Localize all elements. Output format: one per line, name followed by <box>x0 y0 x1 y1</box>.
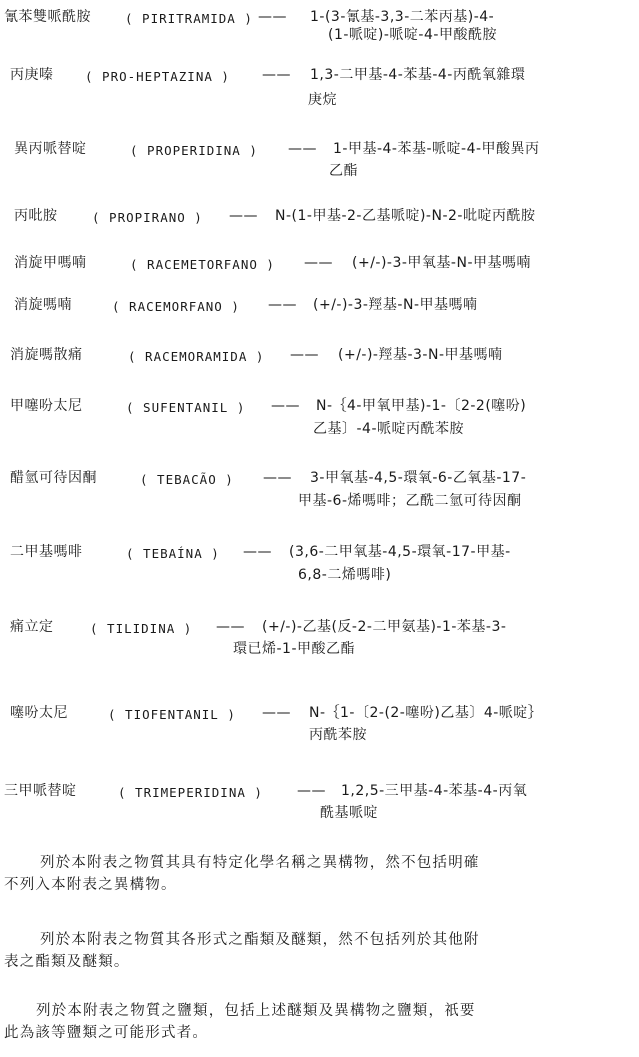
entry-dash: —— <box>262 705 291 721</box>
entry-dash: —— <box>262 67 291 83</box>
entry-latin-name: ( TEBACÃO ) <box>140 472 234 487</box>
entry-latin-name: ( SUFENTANIL ) <box>126 400 246 415</box>
entry-name: 消旋甲嗎喃 <box>14 255 87 271</box>
entry-description-cont: 甲基-6-烯嗎啡；乙酰二氫可待因酮 <box>298 493 522 509</box>
entry-dash: —— <box>258 9 287 25</box>
entry-latin-name: ( TILIDINA ) <box>90 621 193 636</box>
entry-description-cont: (1-哌啶)-哌啶-4-甲酸酰胺 <box>328 27 497 43</box>
entry-latin-name: ( PROPERIDINA ) <box>130 143 258 158</box>
entry-latin-name: ( TRIMEPERIDINA ) <box>118 785 263 800</box>
entry-latin-name: ( TEBAÍNA ) <box>126 546 220 561</box>
entry-description: (+/-)-羥基-3-N-甲基嗎喃 <box>338 347 503 363</box>
entry-name: 三甲哌替啶 <box>4 783 77 799</box>
entry-name: 甲噻吩太尼 <box>10 398 83 414</box>
entry-description-cont: 丙酰苯胺 <box>309 727 367 743</box>
entry-dash: —— <box>290 347 319 363</box>
entry-name: 異丙哌替啶 <box>14 141 87 157</box>
entry-name: 消旋嗎散痛 <box>10 347 83 363</box>
entry-dash: —— <box>216 619 245 635</box>
entry-name: 氰苯雙哌酰胺 <box>4 9 91 25</box>
entry-description: (+/-)-乙基(反-2-二甲氨基)-1-苯基-3- <box>262 619 507 635</box>
note-line: 列於本附表之物質其各形式之酯類及醚類，然不包括列於其他附 <box>40 932 480 948</box>
entry-name: 二甲基嗎啡 <box>10 544 83 560</box>
entry-latin-name: ( PRO-HEPTAZINA ) <box>85 69 230 84</box>
entry-description: (3,6-二甲氧基-4,5-環氧-17-甲基- <box>289 544 511 560</box>
entry-description-cont: 乙酯 <box>329 163 358 179</box>
entry-description-cont: 6,8-二烯嗎啡) <box>298 567 392 583</box>
entry-description-cont: 乙基〕-4-哌啶丙酰苯胺 <box>313 421 465 437</box>
entry-description: 3-甲氧基-4,5-環氧-6-乙氧基-17- <box>310 470 527 486</box>
entry-name: 消旋嗎喃 <box>14 297 72 313</box>
entry-dash: —— <box>288 141 317 157</box>
entry-name: 醋氫可待因酮 <box>10 470 97 486</box>
entry-dash: —— <box>243 544 272 560</box>
entry-description: 1,3-二甲基-4-苯基-4-丙酰氧雜環 <box>310 67 526 83</box>
entry-description-cont: 庚烷 <box>308 92 337 108</box>
note-line: 列於本附表之物質其具有特定化學名稱之異構物，然不包括明確 <box>40 855 480 871</box>
entry-description-cont: 酰基哌啶 <box>320 805 378 821</box>
entry-latin-name: ( RACEMETORFANO ) <box>130 257 275 272</box>
entry-dash: —— <box>263 470 292 486</box>
entry-latin-name: ( RACEMORFANO ) <box>112 299 240 314</box>
note-line: 此為該等鹽類之可能形式者。 <box>4 1025 209 1041</box>
entry-dash: —— <box>229 208 258 224</box>
entry-latin-name: ( RACEMORAMIDA ) <box>128 349 265 364</box>
entry-latin-name: ( PROPIRANO ) <box>92 210 203 225</box>
note-line: 列於本附表之物質之鹽類，包括上述醚類及異構物之鹽類，祇要 <box>36 1003 476 1019</box>
entry-description: (+/-)-3-甲氧基-N-甲基嗎喃 <box>352 255 532 271</box>
note-line: 表之酯類及醚類。 <box>4 954 130 970</box>
entry-name: 丙庚嗪 <box>10 67 54 83</box>
entry-name: 丙吡胺 <box>14 208 58 224</box>
entry-description: N-｛4-甲氧甲基)-1-〔2-2(噻吩) <box>316 398 527 414</box>
entry-latin-name: ( TIOFENTANIL ) <box>108 707 236 722</box>
note-line: 不列入本附表之異構物。 <box>4 877 177 893</box>
entry-description: 1-甲基-4-苯基-哌啶-4-甲酸異丙 <box>333 141 540 157</box>
entry-description: 1-(3-氰基-3,3-二苯丙基)-4- <box>310 9 495 25</box>
entry-dash: —— <box>271 398 300 414</box>
entry-name: 痛立定 <box>10 619 54 635</box>
entry-dash: —— <box>268 297 297 313</box>
entry-name: 噻吩太尼 <box>10 705 68 721</box>
entry-description: N-(1-甲基-2-乙基哌啶)-N-2-吡啶丙酰胺 <box>275 208 536 224</box>
entry-description: N-｛1-〔2-(2-噻吩)乙基〕4-哌啶｝ <box>309 705 543 721</box>
entry-dash: —— <box>304 255 333 271</box>
entry-description-cont: 環已烯-1-甲酸乙酯 <box>233 641 356 657</box>
entry-latin-name: ( PIRITRAMIDA ) <box>125 11 253 26</box>
entry-description: (+/-)-3-羥基-N-甲基嗎喃 <box>313 297 478 313</box>
entry-dash: —— <box>297 783 326 799</box>
entry-description: 1,2,5-三甲基-4-苯基-4-丙氧 <box>341 783 528 799</box>
